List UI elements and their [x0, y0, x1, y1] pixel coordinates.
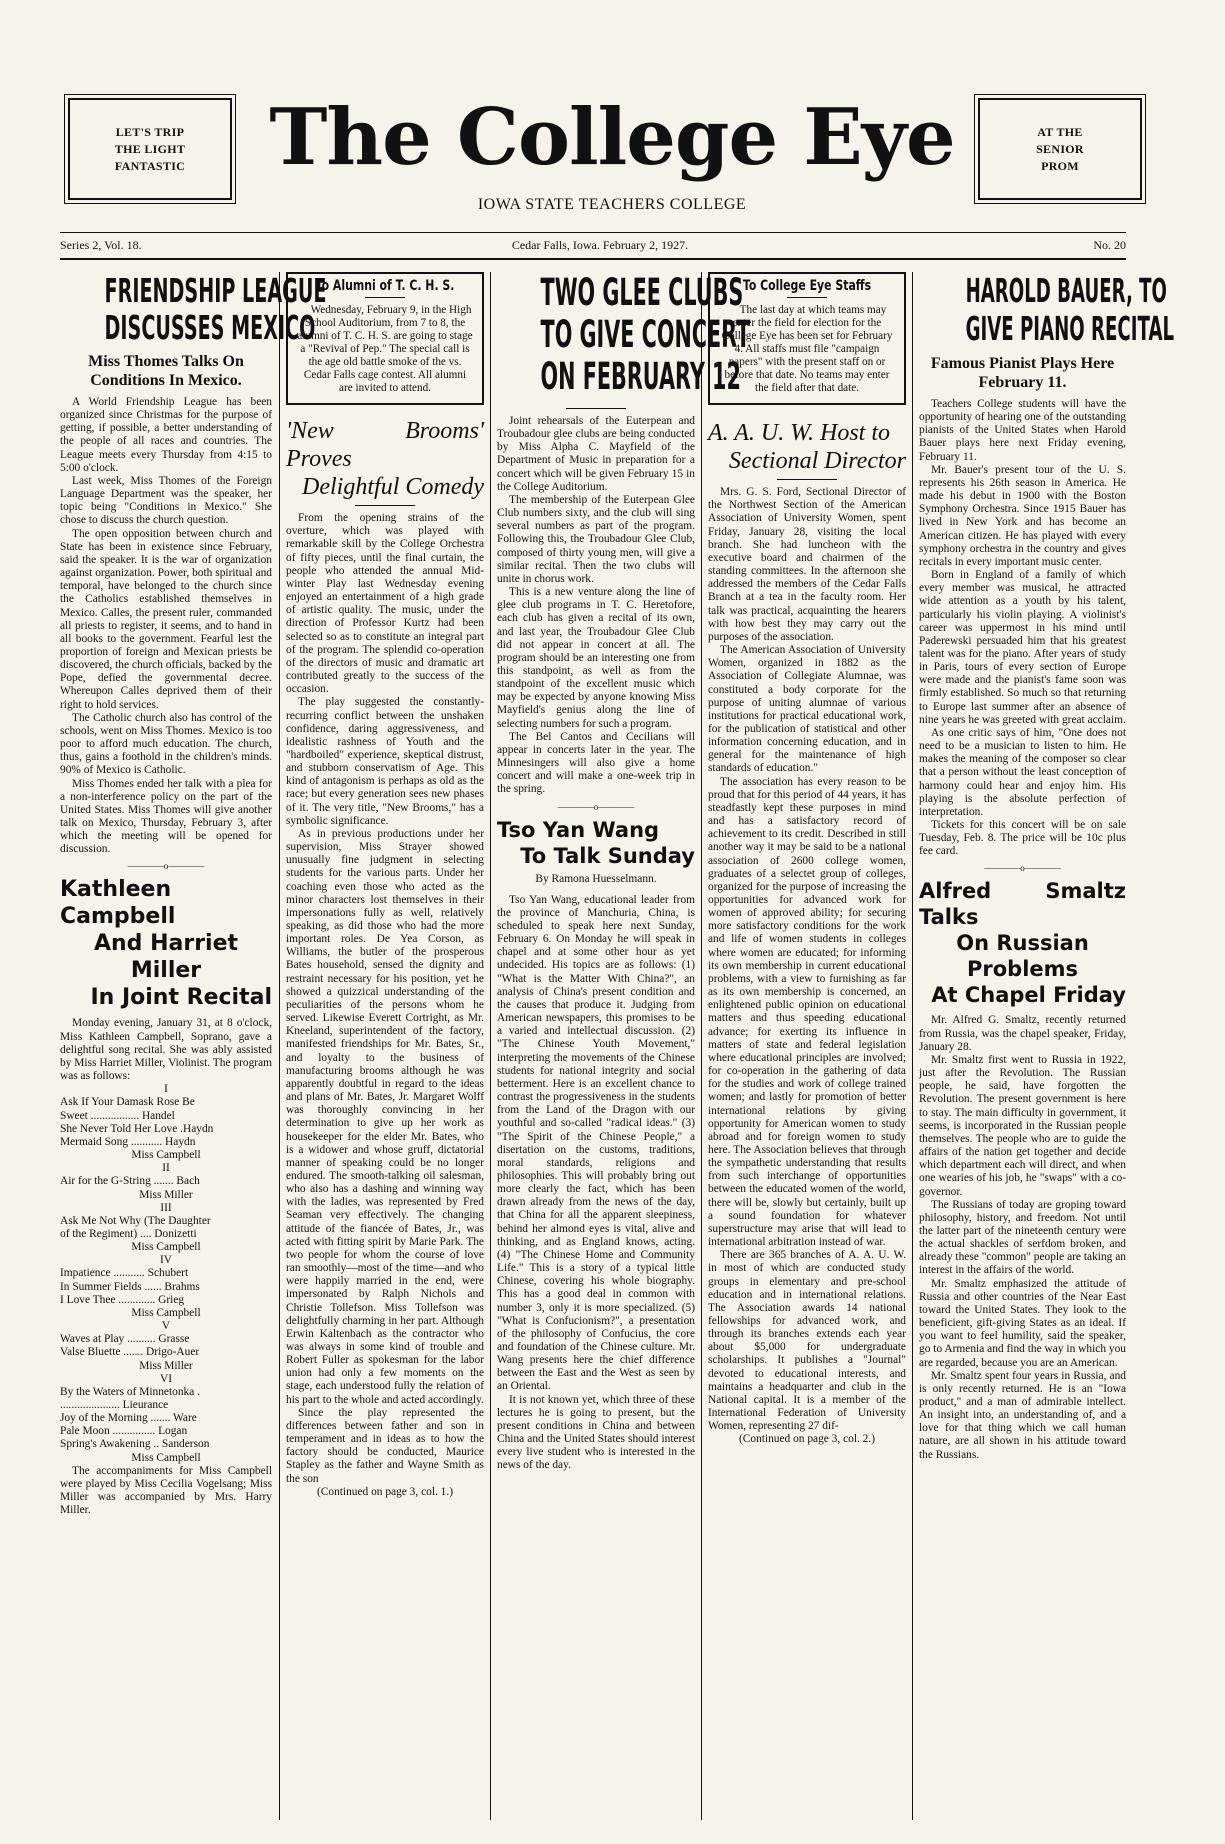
paragraph: A World Friendship League has been organized since Christmas for the purpose of getting, if possible, a better understanding of the people of all races and countries. The League meets every Thursday from 4:15 to 5:00 o'clock.	[60, 396, 272, 474]
dateline-top-rule	[60, 232, 1126, 233]
program-line: Ask Me Not Why (The Daughter	[60, 1214, 211, 1227]
headline-line: And Harriet Miller	[93, 931, 239, 984]
program-line: She Never Told Her Love .Haydn	[60, 1122, 214, 1135]
program-line: Miss Campbell	[131, 1306, 201, 1319]
paragraph: Monday evening, January 31, at 8 o'clock, Miss Kathleen Campbell, Soprano, gave a delightful song recital. She was ably assisted by Miss Harriet Miller, Violinist. The program was as follows:	[60, 1017, 272, 1083]
column-3	[497, 271, 751, 1473]
headline-line: ON FEBRUARY 12	[540, 355, 741, 398]
paragraph: The association has every reason to be proud that for this period of 44 years, it has steadfastly kept these purposes in mind and has a satisfactory record of achievement to its credit. Described in still another way it may be said to be a national association of 2600 college women, graduates of a selectet group of colleges, organized for the purpose of increasing the opportunities for advanced work for women of approved ability; for securing more satisfactory conditions for the work and life of women students in colleges where women are educated; for informing its own membership in current educational problems, with a view to furnishing as far as its own membership is concerned, an enlightened public opinion on educational matters and thus speeding educational advance; for exerting its influence in matters of state and federal legislation where educational principles are involved; for co-operation in the gathering of data for the studies and work of college trained women; and lastly for promotion of better international relations by giving opportunity for American women to study abroad and for foreign women to study here. The Association believes that through the sympathetic understanding that results from such interchange of opportunities between the educated women of the world, there will be, slowly but certainly, built up a sound foundation for whatever superstructure may arise that will lead to international arbitration instead of war.	[708, 775, 906, 1249]
article-subhead: Famous Pianist Plays Here February 11.	[930, 355, 1115, 391]
program-line: Pale Moon ............... Logan	[60, 1425, 188, 1438]
article-body	[919, 398, 1126, 858]
college-name: IOWA STATE TEACHERS COLLEGE	[477, 196, 747, 213]
continued-note: (Continued on page 3, col. 2.)	[738, 1433, 876, 1446]
continued-note: (Continued on page 3, col. 1.)	[316, 1485, 454, 1498]
ear-left-box	[68, 98, 232, 200]
ear-left-text: LET'S TRIP THE LIGHT FANTASTIC	[114, 124, 186, 173]
notice-text: The last day at which teams may enter the field for election for the College Eye has been set for February 4. All staffs must file "campaign papers" with the present staff on or before that date. No teams may enter the field after that date.	[721, 304, 893, 395]
paragraph: Last week, Miss Thomes of the Foreign Language Department was the speaker, her topic being "Conditions in Mexico." She chose to discuss the church question.	[60, 474, 272, 527]
column-rule	[279, 272, 280, 1820]
program-line: Miss Campbell	[131, 1451, 201, 1464]
program-line: Impatience ........... Schubert	[60, 1267, 189, 1280]
ear-right-text: AT THE SENIOR PROM	[1036, 124, 1084, 173]
column-2	[286, 272, 484, 1499]
paragraph: The American Association of University Women, organized in 1882 as the Association of Collegiate Alumnae, was constituted a body corporate for the purpose of uniting alumnae of various institutions for practical educational work, for the publication of statistical and other information concerning education, and in general for the maintenance of high standards of education."	[708, 644, 906, 775]
notice-title: To College Eye Staffs	[742, 278, 872, 294]
paragraph: The Catholic church also has control of the schools, went on Miss Thomes. Mexico is too poor to afford much education. The church, thus, gains a foothold in the children's minds. 90% of Mexico is Catholic.	[60, 711, 272, 777]
paragraph: Mr. Alfred G. Smaltz, recently returned from Russia, was the chapel speaker, Friday, January 28.	[919, 1014, 1126, 1053]
article-headline-alfred-smaltz	[919, 878, 1126, 1008]
section-separator: ————o————	[557, 801, 635, 812]
paragraph: The open opposition between church and State has been in existence since February, said the speaker. It is the war of organization against organization. Power, both spiritual and temporal, have belonged to the church since the Catholics established themselves in Mexico. Calles, the present ruler, commanded all priests to register, it seems, and to hand in all books to the government. Fearful lest the proportion of foreign and Mexican priests be discovered, the church officials, backed by the Pope, defied the governmental decree. Whereupon Calles deprived them of their right to hold services.	[60, 527, 272, 711]
program-line: Valse Bluette ....... Drigo-Auer	[60, 1346, 200, 1359]
dateline-bottom-rule	[60, 258, 1126, 260]
article-headline-aauw	[708, 419, 906, 475]
column-4	[708, 272, 906, 1447]
notice-title: To Alumni of T. C. H. S.	[315, 278, 455, 294]
headline-line: To Talk Sunday	[520, 843, 695, 868]
paragraph: The Bel Cantos and Cecilians will appear in concerts later in the year. The Minnesingers will also give a home concert and will make a one-week trip in the spring.	[497, 730, 695, 796]
article-headline-tso-yan-wang	[497, 817, 695, 869]
paragraph: Miss Thomes ended her talk with a plea for a non-interference policy on the part of the United States. Miss Thomes will give another talk on Mexico, Thursday, February 3, after which the meeting will be opened for discussion.	[60, 777, 272, 856]
paragraph: There are 365 branches of A. A. U. W. in most of which are conducted study groups in elementary and pre-school education and in international relations. The Association awards 14 national fellowships for advanced work, and through its branches extends each year about $5,000 for undergraduate scholarships. It publishes a "Journal" devoted to educational interests, and maintains a headquarter and club in the National capital. It is a member of the International Federation of University Women, representing 27 dif-	[708, 1249, 906, 1433]
article-body	[60, 396, 272, 856]
article-body	[497, 415, 695, 797]
paragraph: As in previous productions under her supervision, Miss Strayer showed unusually fine judgment in selecting students for the various parts. Under her coaching even those who acted as the minor characters lost themselves in their impersonations fully as well, relatively speaking, as did those who had the more important roles. De Yea Corson, as Williams, the butler of the prosperous Bates household, sensed the dignity and restraint necessary for his position, yet he showed a quizzical understanding of the peculiarities of the persons whom he served. Likewise Everett Cortright, as Mr. Kneeland, superintendent of the factory, manifested friendships for Mr. Bates, Sr., and loyalty to the business of manufacturing brooms although he was apparently doubtful in regard to the ideas and plans of Mr. Bates, Jr. Margaret Wolff was thoroughly convincing in her determination to give up her work as housekeeper for the elder Mr. Bates, who is a widower and whose gruff, dictatorial manner of speaking could be no longer endured. The smooth-talking oil salesman, who also has a dashing and winning way with the ladies, was represented by Fred Seaman very effectively. The changing attitude of the fiancée of Bates, Jr., was acted with fitting spirit by Marie Park. The two people for whom the course of love ran smoothly—most of the time—and who were happily married in the end, were impersonated by Ralph Nichols and Christie Tollefson. Miss Tollefson was delightfully charming in her part. Although Erwin Kaltenbach as the contractor who was always in some kind of trouble and Robert Fuller as spokesman for the labor union had only a few moments on the stage, each understood fully the relation of his part to the whole and acted accordingly.	[286, 827, 484, 1406]
recital-program	[60, 1083, 272, 1465]
program-line: Miss Miller	[139, 1359, 193, 1372]
program-line: Spring's Awakening .. Sanderson	[60, 1438, 210, 1451]
headline-line: GIVE PIANO RECITAL	[965, 309, 1175, 348]
paragraph: Joint rehearsals of the Euterpean and Troubadour glee clubs are being conducted by Miss Alpha C. Mayfield of the Department of Music in preparation for a concert which will be given February 15 in the College Auditorium.	[497, 415, 695, 493]
headline-line: DISCUSSES MEXICO	[104, 308, 316, 347]
program-line: ..................... Lieurance	[60, 1399, 169, 1411]
article-headline-new-brooms	[286, 417, 484, 501]
notice-rule	[365, 297, 405, 298]
paragraph: This is a new venture along the line of glee club programs in T. C. Heretofore, each club has given a recital of its own, and last year, the Troubadour Glee Club did not appear in concert at all. The program should be an interesting one from this standpoint, as well as from the standpoint of the excellent music which may be expected by anyone knowing Miss Mayfield's genius along the line of selecting numbers for such a program.	[497, 586, 695, 730]
newspaper-masthead: The College Eye	[269, 92, 955, 183]
program-line: By the Waters of Minnetonka .	[60, 1385, 200, 1398]
column-1	[60, 271, 327, 1517]
column-5	[919, 271, 1175, 1462]
headline-line: 'New Brooms' Proves	[286, 418, 484, 473]
article-headline-joint-recital	[60, 876, 272, 1011]
issue-number: No. 20	[1093, 238, 1126, 252]
program-line: IV	[159, 1254, 173, 1267]
program-line: II	[162, 1162, 170, 1175]
paragraph: It is not known yet, which three of these lectures he is going to present, but the present conditions in China and between China and the United States should interest every live student who is interested in the news of the day.	[497, 1393, 695, 1472]
program-line: Miss Campbell	[131, 1241, 201, 1254]
headline-line: Delightful Comedy	[302, 474, 484, 501]
article-headline-harold-bauer	[965, 271, 1175, 348]
notice-rule	[787, 297, 827, 298]
article-headline-friendship-league	[104, 271, 327, 347]
headline-line: At Chapel Friday	[931, 983, 1126, 1008]
section-separator: ————o————	[984, 863, 1061, 874]
section-separator: ————o————	[127, 861, 205, 872]
headline-line: FRIENDSHIP LEAGUE	[104, 271, 327, 310]
headline-line: A. A. U. W. Host to	[708, 420, 891, 447]
program-line: Air for the G-String ....... Bach	[60, 1175, 200, 1188]
paragraph: From the opening strains of the overture, which was played with remarkable skill by the College Orchestra of fifty pieces, until the final curtain, the people who attended the annual Mid-winter Play last Wednesday evening enjoyed an entertainment of a high grade of artistic quality. The music, under the direction of Professor Kurtz had been selected so as to constitute an integral part of the program. The splendid co-operation of the directors of music and dramatic art contributed greatly to the success of the occasion.	[286, 512, 484, 696]
program-line: In Summer Fields ...... Brahms	[60, 1280, 200, 1293]
paragraph: Mrs. G. S. Ford, Sectional Director of the Northwest Section of the American Association of University Women, spent Friday, January 28, visiting the local branch. She had luncheon with the executive board and chairmen of the standing committees. In the afternoon she addressed the members of the Cedar Falls Branch at a tea in the faculty room. Her talk was practical, acquainting the hearers with how best they may carry out the purposes of the association.	[708, 486, 906, 643]
program-line: Miss Campbell	[131, 1149, 201, 1162]
program-line: Miss Miller	[139, 1188, 193, 1201]
article-body	[708, 486, 906, 1433]
program-line: I Love Thee ............. Grieg	[60, 1293, 185, 1306]
article-body	[60, 1017, 272, 1083]
program-line: Sweet ................. Handel	[60, 1109, 175, 1122]
headline-line: Alfred Smaltz Talks	[919, 879, 1126, 930]
paragraph: Tso Yan Wang, educational leader from the province of Manchuria, China, is scheduled to speak here next Sunday, February 6. On Monday he will speak in chapel and at some other hour as yet undecided. His topics are as follows: (1) "What is the Matter With China?", an analysis of China's present condition and the causes that produce it. Judging from American newspapers, this promises to be a varied and intellectual discussion. (2) "The Chinese Youth Movement," interpreting the movements of the Chinese students for national integrity and social betterment. Here is an excellent chance to contrast the progressiveness in the students from the Land of the Dragon with our youthful and so-called "radical ideas." (3) "The Spirit of the Chinese People," a disertation on the customs, traditions, moral standards, religions and philosophies. This will probably bring out more clearly the fact, which has been drawn already from the news of the day, that China for all the apparent sleepiness, behind her almond eyes is vital, alive and thinking, and as England knows, acting. (4) "The Chinese Home and Community Life." This is a story of a typical little Chinese, covering his whole biography. This has a good deal in common with number 3, only it is more specialized. (5) "What is Confucionism?", a presentation of the philosophy of Confucius, the core and foundation of the Chinese culture. Mr. Wang presents here the chief difference between the East and the West as seen by an Oriental.	[497, 893, 695, 1393]
headline-rule	[777, 479, 837, 480]
article-closing: The accompaniments for Miss Campbell were played by Miss Cecilia Vogelsang; Miss Miller was accompanied by Mrs. Harry Miller.	[60, 1464, 272, 1517]
program-line: of the Regiment) .... Donizetti	[60, 1227, 197, 1240]
program-line: VI	[159, 1372, 173, 1385]
article-headline-glee-clubs	[540, 271, 751, 398]
paragraph: Teachers College students will have the opportunity of hearing one of the outstanding pianists of the United States when Harold Bauer plays here next Friday evening, February 11.	[919, 398, 1126, 463]
article-body	[497, 894, 695, 1473]
paragraph: Since the play represented the differences between father and son in temperament and in ideas as to how the factory should be conducted, Maurice Stapley as the father and Wayne Smith as the son	[286, 1406, 484, 1485]
program-line: Joy of the Morning ....... Ware	[60, 1412, 197, 1425]
article-body	[286, 512, 484, 1486]
byline: By Ramona Huesselmann.	[535, 872, 657, 885]
place-date: Cedar Falls, Iowa. February 2, 1927.	[511, 238, 689, 252]
column-rule	[912, 272, 913, 1820]
program-line: Mermaid Song ........... Haydn	[60, 1135, 196, 1148]
headline-line: In Joint Recital	[90, 985, 272, 1011]
notice-box-staffs	[708, 272, 906, 405]
paragraph: Mr. Smaltz spent four years in Russia, and is only recently returned. He is an "Iowa product," and a man of admirable intellect. An insight into, an understanding of, and a love for that thing which we call human nature, are all shown in his attitude toward the Russians.	[919, 1369, 1126, 1461]
program-line: V	[161, 1320, 171, 1333]
paragraph: The play suggested the constantly-recurring conflict between the unshaken confidence, daring aggressiveness, and idealistic rashness of Youth and the "hardboiled" experience, skeptical distrust, and stubborn conservatism of Age. This kind of antagonism is perhaps as old as the race; but every generation sees new phases of it. The very title, "New Brooms," has a symbolic significance.	[286, 696, 484, 827]
headline-rule	[566, 408, 626, 409]
article-body	[919, 1014, 1126, 1461]
series-volume: Series 2, Vol. 18.	[60, 238, 142, 252]
notice-text: Wednesday, February 9, in the High School Auditorium, from 7 to 8, the alumni of T. C. H. S. are going to stage a "Revival of Pep." The special call is the age old battle smoke of the vs. Cedar Falls cage contest. All alumni are invited to attend.	[297, 304, 473, 395]
program-line: Ask If Your Damask Rose Be	[60, 1096, 195, 1109]
paragraph: Born in England of a family of which every member was musical, he attracted wide attention as a youth by his talent, particularly his violin playing. A violinist's career was uppermost in his mind until Paderewski persuaded him that his greatest talent was for the piano. After years of study in Paris, tours of every section of Europe were made and the pianist's fame soon was firmly established. So much so that returning to Europe last summer after an absence of nine years he was greeted with great acclaim.	[919, 569, 1126, 726]
headline-rule	[355, 505, 415, 506]
ear-right-box	[978, 98, 1142, 200]
program-line: I	[164, 1083, 168, 1096]
paragraph: Tickets for this concert will be on sale Tuesday, Feb. 8. The price will be 10c plus fee card.	[919, 819, 1126, 858]
paragraph: As one critic says of him, "One does not need to be a musician to listen to him. He makes the meaning of the composer so clear that a person without the least conception of harmony could hear and enjoy him. His playing is the absolute perfection of interpretation.	[919, 726, 1126, 818]
notice-box-alumni	[286, 272, 484, 405]
headline-line: HAROLD BAUER, TO	[965, 271, 1167, 310]
program-line: III	[160, 1201, 172, 1214]
paragraph: Mr. Smaltz first went to Russia in 1922, just after the Revolution. The Russian people, he said, have forgotten the Revolution. The present government is here to stay. The main difficulty in government, it seems, is incorporated in the Russian people themselves. The people who are to guide the affairs of the nation get together and decide which department each will direct, and when one wearies of his job, he "swaps" with a co-governor.	[919, 1053, 1126, 1198]
column-rule	[701, 272, 702, 1820]
paragraph: The membership of the Euterpean Glee Club numbers sixty, and the club will sing several numbers as part of the program. Following this, the Troubadour Glee Club, composed of thirty young men, will give a similar recital. Then the two clubs will unite in chorus work.	[497, 493, 695, 585]
headline-line: Kathleen Campbell	[60, 877, 176, 930]
column-rule	[490, 272, 491, 1820]
headline-line: On Russian Problems	[956, 931, 1089, 982]
headline-line: Tso Yan Wang	[497, 817, 660, 842]
article-subhead: Miss Thomes Talks On Conditions In Mexico.	[88, 353, 244, 389]
headline-line: Sectional Director	[728, 448, 906, 475]
paragraph: Mr. Bauer's present tour of the U. S. represents his 26th season in America. He made his debut in 1900 with the Boston Symphony Orchestra. Since 1915 Bauer has lived in New York and has become an American citizen. He has played with every symphony orchestra in the country and gives recitals in every important music center.	[919, 463, 1126, 568]
dateline	[60, 238, 1126, 256]
headline-line: TO GIVE CONCERT	[540, 313, 751, 356]
program-line: Waves at Play .......... Grasse	[60, 1333, 190, 1346]
headline-line: TWO GLEE CLUBS	[540, 271, 744, 314]
paragraph: Mr. Smaltz emphasized the attitude of Russia and other countries of the Near East toward the United States. They look to the beneficient, gift-giving States as an ideal. If you want to feel humility, said the speaker, go to Armenia and find the way in which you are regarded, because you are an American.	[919, 1277, 1126, 1369]
paragraph: The Russians of today are groping toward philosophy, history, and freedom. Not until the latter part of the nineteenth century were the actual shackles of serfdom broken, and already these "common" people are taking an interest in the affairs of the world.	[919, 1198, 1126, 1277]
